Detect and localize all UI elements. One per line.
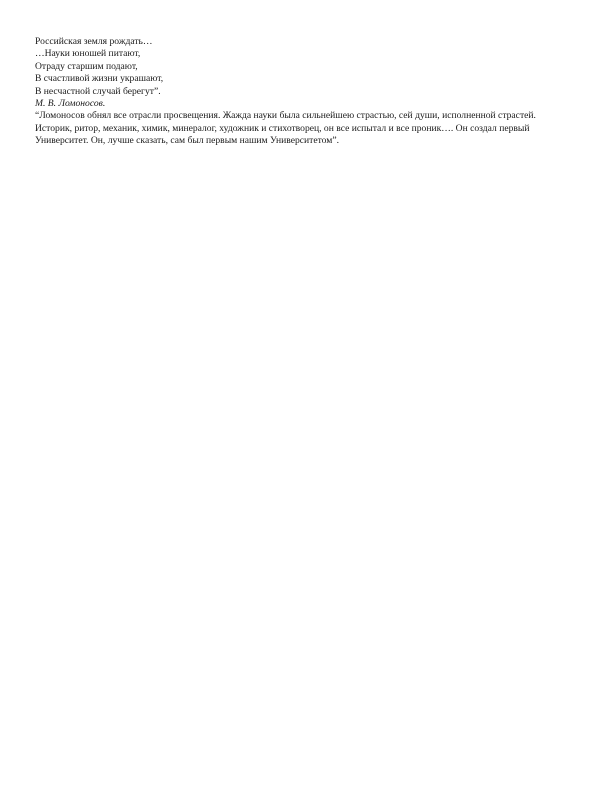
document-text xyxy=(35,36,555,148)
quote-paragraph: “Ломоносов обнял все отрасли просвещения. Жажда науки была сильнейшею страстью, сей души, исполненной страстей. Историк, ритор, механик, химик, минералог, художник и стихотворец, он все испытал и все проник…. Он создал первый Университет. Он, лучше сказать, сам был первым нашим Университетом”. xyxy=(35,110,536,147)
poem-line-2: …Науки юношей питают, xyxy=(35,48,141,60)
poem-line-4: В счастливой жизни украшают, xyxy=(35,73,164,85)
poem-line-5: В несчастной случай берегут”. xyxy=(35,85,161,97)
poem-line-3: Отраду старшим подают, xyxy=(35,60,138,72)
poem-author: М. В. Ломоносов. xyxy=(35,98,106,110)
poem-line-1: Российская земля рождать… xyxy=(35,36,153,47)
